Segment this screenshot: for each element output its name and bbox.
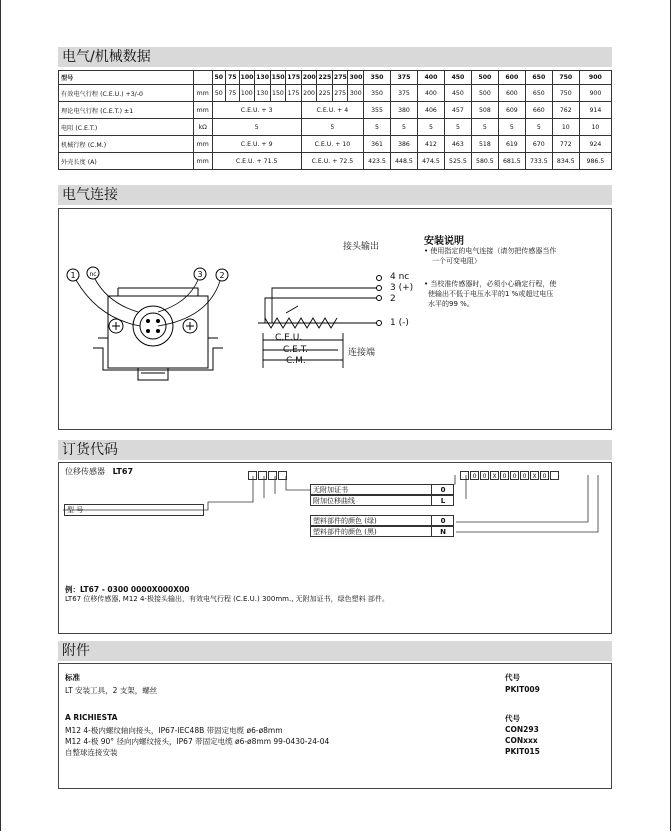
code-box: 0 (540, 471, 549, 480)
callout-1-label: 1 (70, 271, 76, 280)
code-box: 0 (500, 471, 509, 480)
table-cell: 5 (471, 119, 498, 136)
table-cell: mm (193, 102, 212, 119)
cet-label: C.E.T. (283, 345, 308, 355)
callout-3-label: 3 (197, 270, 203, 279)
table-cell: mm (193, 136, 212, 153)
option-label: 塑料部件的颜色 (绿) (313, 517, 377, 525)
option-value: 0 (431, 485, 454, 494)
table-cell: 50 (212, 85, 225, 102)
code-box: 0 (480, 471, 489, 480)
table-cell: 10 (579, 119, 611, 136)
option-row (310, 484, 454, 495)
table-cell: 150 (270, 71, 286, 85)
code-box: 0 (520, 471, 529, 480)
table-cell: 750 (552, 85, 579, 102)
table-cell: 理论电气行程 (C.E.T.) ±1 (59, 102, 194, 119)
table-cell: 350 (364, 85, 391, 102)
table-cell: 300 (348, 85, 364, 102)
option-row (310, 526, 454, 537)
table-cell: 386 (390, 136, 417, 153)
table-cell: 350 (364, 71, 391, 85)
table-cell: 670 (525, 136, 552, 153)
example-desc: LT67 位移传感器, M12 4-极接头输出，有效电气行程 (C.E.U.) 300mm., 无附加证书，绿色塑料 部件。 (65, 595, 389, 603)
option-row (310, 495, 454, 506)
code-box: 0 (470, 471, 479, 480)
install-note-2b: 使输出不低于电压水平的1 %或超过电压 (428, 290, 554, 298)
table-cell: 275 (332, 71, 348, 85)
accessory-code: CONxxx (505, 736, 538, 745)
table-cell: 518 (471, 136, 498, 153)
table-cell: 200 (301, 85, 317, 102)
section-title-order: 订货代码 (58, 440, 612, 460)
table-cell: 175 (286, 71, 302, 85)
table-cell: mm (193, 85, 212, 102)
table-cell: 5 (390, 119, 417, 136)
table-cell: 50 (212, 71, 225, 85)
install-note-2c: 水平的99 %。 (428, 300, 474, 308)
table-cell: 733.5 (525, 153, 552, 170)
table-row (59, 102, 612, 119)
table-cell: 130 (255, 71, 271, 85)
option-value: 0 (431, 516, 454, 525)
table-cell: 175 (286, 85, 302, 102)
callout-1 (67, 269, 79, 281)
table-cell (193, 71, 212, 85)
standard-title: 标准 (65, 673, 80, 682)
table-cell: 609 (498, 102, 525, 119)
table-cell: 463 (444, 136, 471, 153)
code-title-standard: 代号 (505, 673, 520, 682)
callout-2 (216, 269, 228, 281)
code-box: X (530, 471, 539, 480)
table-cell: 5 (444, 119, 471, 136)
example-title: 例：LT67 - 0300 0000X000X00 (65, 585, 190, 594)
table-cell: 834.5 (552, 153, 579, 170)
table-cell: 924 (579, 136, 611, 153)
table-cell: 619 (498, 136, 525, 153)
section-title-accessories: 附件 (58, 641, 612, 661)
ceu-label: C.E.U. (275, 333, 303, 343)
code-box: X (490, 471, 499, 480)
connector-end-label: 连接端 (348, 348, 376, 358)
callout-2-label: 2 (219, 271, 225, 280)
sensor-drawing (93, 288, 223, 380)
table-cell: 5 (301, 119, 363, 136)
accessory-item: M12 4-极 90° 径向内螺纹接头，IP67 带固定电缆 ø6-ø8mm 99-0430-24-04 (65, 737, 330, 746)
table-cell: 900 (579, 71, 611, 85)
table-cell: 375 (390, 71, 417, 85)
table-cell: 机械行程 (C.M.) (59, 136, 194, 153)
table-row (59, 136, 612, 153)
pin-1: 1 (-) (390, 318, 409, 328)
table-cell: 681.5 (498, 153, 525, 170)
richiesta-title: A RICHIESTA (65, 713, 118, 722)
table-cell: 5 (525, 119, 552, 136)
table-cell: 100 (239, 71, 255, 85)
table-cell: 375 (390, 85, 417, 102)
table-cell: 200 (301, 71, 317, 85)
section-title-spec: 电气/机械数据 (58, 47, 612, 67)
option-label: 无附加证书 (313, 486, 348, 494)
table-cell: 5 (364, 119, 391, 136)
table-cell: C.E.U. + 4 (301, 102, 363, 119)
table-cell: 457 (444, 102, 471, 119)
pin-4: 4 nc (390, 272, 410, 282)
output-label: 接头输出 (343, 242, 380, 252)
table-cell: 5 (212, 119, 301, 136)
table-cell: 406 (417, 102, 444, 119)
table-cell: 525.5 (444, 153, 471, 170)
pin-2: 2 (390, 294, 396, 304)
install-title: 安装说明 (424, 236, 464, 247)
option-value: L (431, 496, 454, 505)
table-cell: 986.5 (579, 153, 611, 170)
table-cell: 355 (364, 102, 391, 119)
cm-label: C.M. (286, 356, 306, 366)
table-cell: 914 (579, 102, 611, 119)
accessory-code: CON293 (505, 725, 539, 734)
table-cell: 450 (444, 85, 471, 102)
table-cell: 508 (471, 102, 498, 119)
table-cell: C.E.U. + 10 (301, 136, 363, 153)
option-label: 塑料部件的颜色 (黑) (313, 528, 377, 536)
table-cell: 650 (525, 71, 552, 85)
table-cell: 580.5 (471, 153, 498, 170)
table-cell: 5 (417, 119, 444, 136)
table-cell: 275 (332, 85, 348, 102)
accessory-item: M12 4-极内螺纹轴向接头，IP67-IEC48B 带固定电缆 ø6-ø8mm (65, 726, 283, 735)
callout-3 (194, 268, 206, 280)
standard-code: PKIT009 (505, 685, 540, 694)
table-cell: 75 (226, 85, 239, 102)
table-row (59, 85, 612, 102)
table-cell: 500 (471, 71, 498, 85)
standard-item: LT 安装工具，2 支架，螺丝 (65, 686, 158, 695)
table-cell: 100 (239, 85, 255, 102)
table-cell: 650 (525, 85, 552, 102)
table-cell: 412 (417, 136, 444, 153)
table-cell: 600 (498, 71, 525, 85)
table-cell: 750 (552, 71, 579, 85)
table-cell: C.E.U. + 72.5 (301, 153, 363, 170)
section-title-connection: 电气连接 (58, 185, 612, 205)
sensor-model: LT67 (112, 467, 134, 476)
table-cell: 380 (390, 102, 417, 119)
table-cell: 448.5 (390, 153, 417, 170)
table-cell: C.E.U. + 71.5 (212, 153, 301, 170)
table-cell: 75 (226, 71, 239, 85)
option-label: 附加位移曲线 (313, 497, 355, 505)
accessory-item: 自整球连接安装 (65, 748, 118, 757)
table-cell: 130 (255, 85, 271, 102)
table-cell: 450 (444, 71, 471, 85)
option-row (310, 515, 454, 526)
callout-nc-label: nc (89, 271, 97, 278)
table-cell: 型号 (59, 71, 194, 85)
table-cell: 225 (317, 85, 333, 102)
connection-diagram (58, 208, 612, 430)
table-cell: 474.5 (417, 153, 444, 170)
code-title-richiesta: 代号 (505, 714, 520, 723)
table-cell: 5 (498, 119, 525, 136)
spec-table (58, 70, 612, 170)
install-note-1a: • 使用指定的电气连接（请勿把传感器当作 (424, 247, 557, 255)
table-cell: 300 (348, 71, 364, 85)
callout-nc (87, 267, 99, 279)
table-cell: mm (193, 153, 212, 170)
sensor-label-text: 位移传感器 (65, 467, 105, 476)
table-cell: 361 (364, 136, 391, 153)
table-row (59, 119, 612, 136)
option-value: N (431, 527, 454, 536)
table-cell: 150 (270, 85, 286, 102)
table-cell: 外壳长度 (A) (59, 153, 194, 170)
pin-3: 3 (+) (390, 283, 414, 293)
table-header-row (59, 71, 612, 85)
model-field: 型 号 (64, 504, 204, 516)
install-note-2a: • 当校准传感器时，必须小心确定行程，使 (424, 280, 557, 288)
table-cell: 10 (552, 119, 579, 136)
table-cell: 400 (417, 71, 444, 85)
table-cell: 500 (471, 85, 498, 102)
table-cell: C.E.U. + 9 (212, 136, 301, 153)
code-box: 0 (510, 471, 519, 480)
table-cell: kΩ (193, 119, 212, 136)
table-cell: 电阻 (C.E.T.) (59, 119, 194, 136)
table-cell: 900 (579, 85, 611, 102)
table-cell: 600 (498, 85, 525, 102)
install-note-1b: 一个可变电阻） (432, 257, 481, 265)
table-cell: C.E.U. + 3 (212, 102, 301, 119)
table-cell: 423.5 (364, 153, 391, 170)
table-cell: 225 (317, 71, 333, 85)
accessory-code: PKIT015 (505, 747, 540, 756)
table-cell: 660 (525, 102, 552, 119)
table-cell: 772 (552, 136, 579, 153)
table-row (59, 153, 612, 170)
table-cell: 400 (417, 85, 444, 102)
table-cell: 762 (552, 102, 579, 119)
table-cell: 有效电气行程 (C.E.U.) +3/-0 (59, 85, 194, 102)
